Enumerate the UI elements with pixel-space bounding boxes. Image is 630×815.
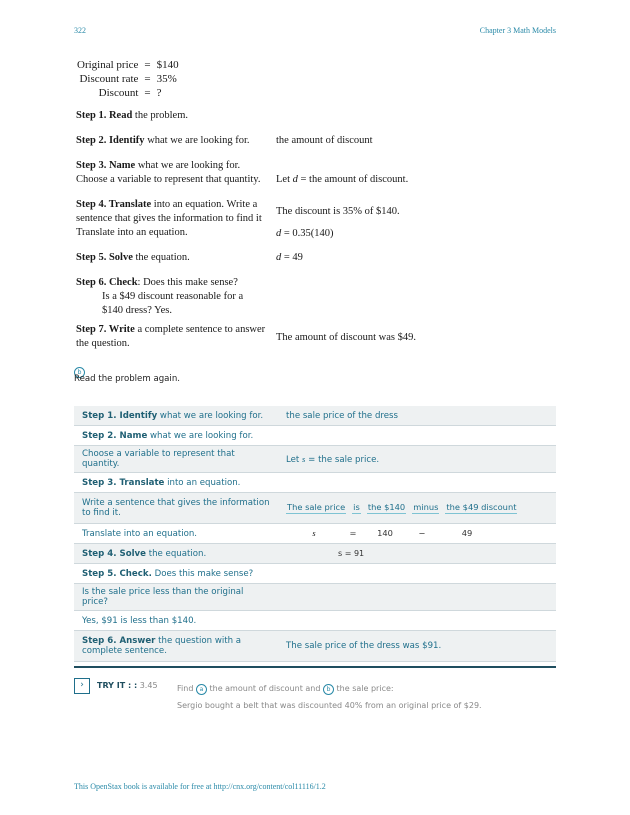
table-row: Step 4. Solve the equation. s = 91	[74, 544, 556, 564]
chapter-title: Chapter 3 Math Models	[479, 26, 556, 35]
table-row: Step 2. Name what we are looking for.	[74, 426, 556, 446]
try-it-instructions: Find a the amount of discount and b the sale price:	[177, 684, 394, 693]
part-a-step-1: Step 1. Read the problem.	[76, 110, 188, 121]
try-it-label: TRY IT : : 3.45	[97, 681, 158, 690]
part-a-step-3: Step 3. Name what we are looking for. Choose a variable to represent that quantity.	[76, 160, 261, 185]
table-row: Choose a variable to represent that quantity. Let s = the sale price.	[74, 446, 556, 473]
table-row: Translate into an equation. s = 140 − 49	[74, 524, 556, 544]
table-row: Step 5. Check. Does this make sense?	[74, 564, 556, 584]
part-a-step-4: Step 4. Translate into an equation. Write a sentence that gives the information to find it Translate into an equation.	[76, 199, 262, 238]
part-a-step-2: Step 2. Identify what we are looking for.	[76, 135, 250, 146]
table-row: Yes, $91 is less than $140.	[74, 611, 556, 631]
part-a-step-4-equation: d = 0.35(140)	[276, 228, 334, 239]
given-row: Original price = $140	[77, 59, 179, 71]
given-row: Discount rate = 35%	[79, 73, 177, 85]
part-a-step-5: Step 5. Solve the equation.	[76, 252, 190, 263]
part-b-marker: b	[74, 361, 85, 379]
expand-chevron-icon[interactable]: ›	[74, 678, 90, 694]
part-a-step-6: Step 6. Check: Does this make sense? Is a $49 discount reasonable for a $140 dress? Yes.	[76, 277, 244, 316]
footer-link[interactable]: This OpenStax book is available for free at http://cnx.org/content/col11116/1.2	[74, 782, 326, 791]
try-it-divider	[74, 666, 556, 668]
part-a-step-3-answer: Let d = the amount of discount.	[276, 174, 409, 185]
part-b-steps-table	[74, 406, 556, 662]
page-number: 322	[74, 26, 86, 35]
table-row: Step 6. Answer the question with a complete sentence. The sale price of the dress was $91.	[74, 631, 556, 662]
table-row: Step 1. Identify what we are looking for. the sale price of the dress	[74, 406, 556, 426]
part-a-step-7: Step 7. Write a complete sentence to answer the question.	[76, 324, 266, 349]
part-a-step-5-answer: d = 49	[276, 252, 303, 263]
part-a-step-4-sentence: The discount is 35% of $140.	[276, 206, 400, 217]
given-row: Discount = ?	[98, 87, 162, 99]
part-b-intro: Read the problem again.	[74, 374, 181, 384]
table-row: Step 3. Translate into an equation.	[74, 473, 556, 493]
table-row: Write a sentence that gives the information to find it. The sale price is the $140 minus the $49 discount	[74, 493, 556, 524]
try-it-problem: Sergio bought a belt that was discounted 40% from an original price of $29.	[177, 701, 482, 710]
part-a-step-7-answer: The amount of discount was $49.	[276, 332, 416, 343]
part-a-step-2-answer: the amount of discount	[276, 135, 373, 146]
given-values	[74, 58, 182, 100]
table-row: Is the sale price less than the original price?	[74, 584, 556, 611]
